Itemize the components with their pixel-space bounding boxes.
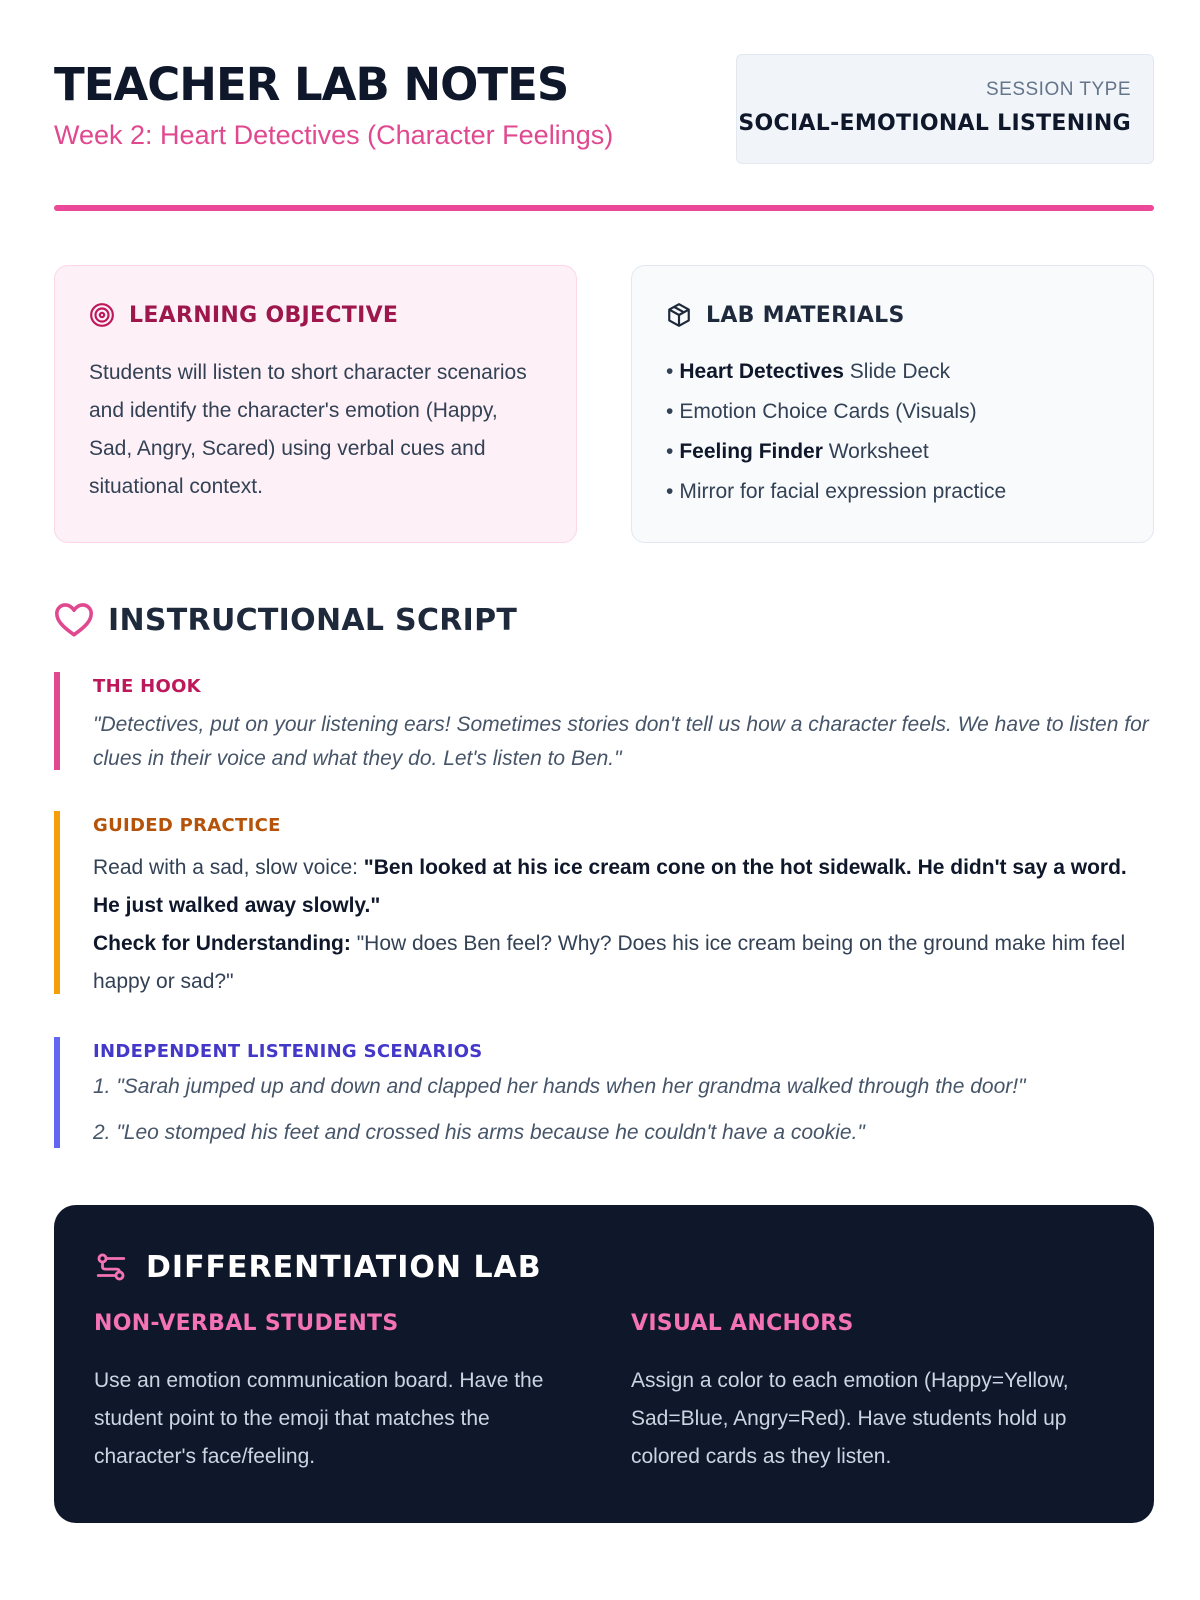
- hook-label: THE HOOK: [93, 676, 201, 697]
- session-type-label: SESSION TYPE: [985, 79, 1131, 100]
- materials-list: [666, 352, 1119, 512]
- teacher-lab-notes-page: [54, 54, 1154, 1468]
- header-divider: [54, 205, 1154, 211]
- non-verbal-students-column: [94, 1311, 574, 1476]
- instructional-script-header: [54, 600, 517, 640]
- session-type-box: [736, 54, 1154, 164]
- list-item: • Feeling Finder Worksheet: [666, 440, 929, 463]
- independent-scenarios-section: [54, 1037, 1154, 1148]
- list-item: • Heart Detectives Slide Deck: [666, 360, 951, 383]
- material-bold: Heart Detectives: [679, 360, 844, 383]
- check-for-understanding-text: "How does Ben feel? Why? Does his ice cream being on the ground make him feel happy or sad?": [93, 932, 1126, 993]
- box-icon: [666, 302, 692, 328]
- differentiation-lab-title: DIFFERENTIATION LAB: [146, 1249, 542, 1285]
- lab-materials-header: [666, 300, 1119, 330]
- learning-objective-title: LEARNING OBJECTIVE: [129, 302, 399, 328]
- material-bold: Feeling Finder: [679, 440, 823, 463]
- guided-practice-label: GUIDED PRACTICE: [93, 815, 281, 836]
- session-type-value: SOCIAL-EMOTIONAL LISTENING: [738, 111, 1131, 136]
- heart-icon: [54, 602, 94, 638]
- hook-text: "Detectives, put on your listening ears! Sometimes stories don't tell us how a character feels. We have to listen for clues in their voice and what they do. Let's listen to Ben.": [93, 713, 1149, 770]
- sliders-icon: [94, 1250, 128, 1284]
- list-item: • Mirror for facial expression practice: [666, 480, 1007, 503]
- guided-read-quote: "Ben looked at his ice cream cone on the hot sidewalk. He didn't say a word. He just walked away slowly.": [93, 856, 1127, 917]
- non-verbal-students-title: NON-VERBAL STUDENTS: [94, 1311, 399, 1336]
- material-text: Slide Deck: [843, 360, 951, 383]
- instructional-script-title: INSTRUCTIONAL SCRIPT: [108, 602, 518, 638]
- guided-practice-text: [93, 849, 1154, 1001]
- material-text: Mirror for facial expression practice: [679, 480, 1007, 503]
- differentiation-lab-header: [94, 1247, 1116, 1287]
- target-icon: [89, 302, 115, 328]
- lab-materials-card: [631, 265, 1154, 543]
- scenario-item: 2. "Leo stomped his feet and crossed his arms because he couldn't have a cookie.": [93, 1121, 865, 1144]
- non-verbal-students-text: Use an emotion communication board. Have the student point to the emoji that matches the character's face/feeling.: [94, 1369, 544, 1468]
- page-subtitle: Week 2: Heart Detectives (Character Feelings): [54, 120, 614, 150]
- page-title: TEACHER LAB NOTES: [54, 58, 569, 111]
- list-item: • Emotion Choice Cards (Visuals): [666, 400, 977, 423]
- visual-anchors-column: [631, 1311, 1111, 1476]
- scenario-item: 1. "Sarah jumped up and down and clapped her hands when her grandma walked through the door!": [93, 1075, 1026, 1098]
- page-header: [54, 54, 1154, 164]
- independent-scenarios-label: INDEPENDENT LISTENING SCENARIOS: [93, 1041, 483, 1062]
- lab-materials-title: LAB MATERIALS: [706, 302, 905, 328]
- differentiation-lab-panel: [54, 1205, 1154, 1523]
- guided-practice-section: [54, 811, 1154, 994]
- material-text: Emotion Choice Cards (Visuals): [679, 400, 977, 423]
- hook-section: [54, 672, 1154, 770]
- differentiation-columns: [94, 1311, 1116, 1511]
- learning-objective-card: [54, 265, 577, 543]
- info-cards: [54, 265, 1154, 543]
- learning-objective-text: Students will listen to short character scenarios and identify the character's emotion (Happy, Sad, Angry, Scared) using verbal cues and situational context.: [89, 361, 527, 498]
- learning-objective-header: [89, 300, 542, 330]
- visual-anchors-title: VISUAL ANCHORS: [631, 1311, 854, 1336]
- check-for-understanding-label: Check for Understanding:: [93, 932, 351, 955]
- material-text: Worksheet: [822, 440, 929, 463]
- visual-anchors-text: Assign a color to each emotion (Happy=Yellow, Sad=Blue, Angry=Red). Have students hold up colored cards as they listen.: [631, 1369, 1069, 1468]
- guided-read-prefix: Read with a sad, slow voice:: [93, 856, 364, 879]
